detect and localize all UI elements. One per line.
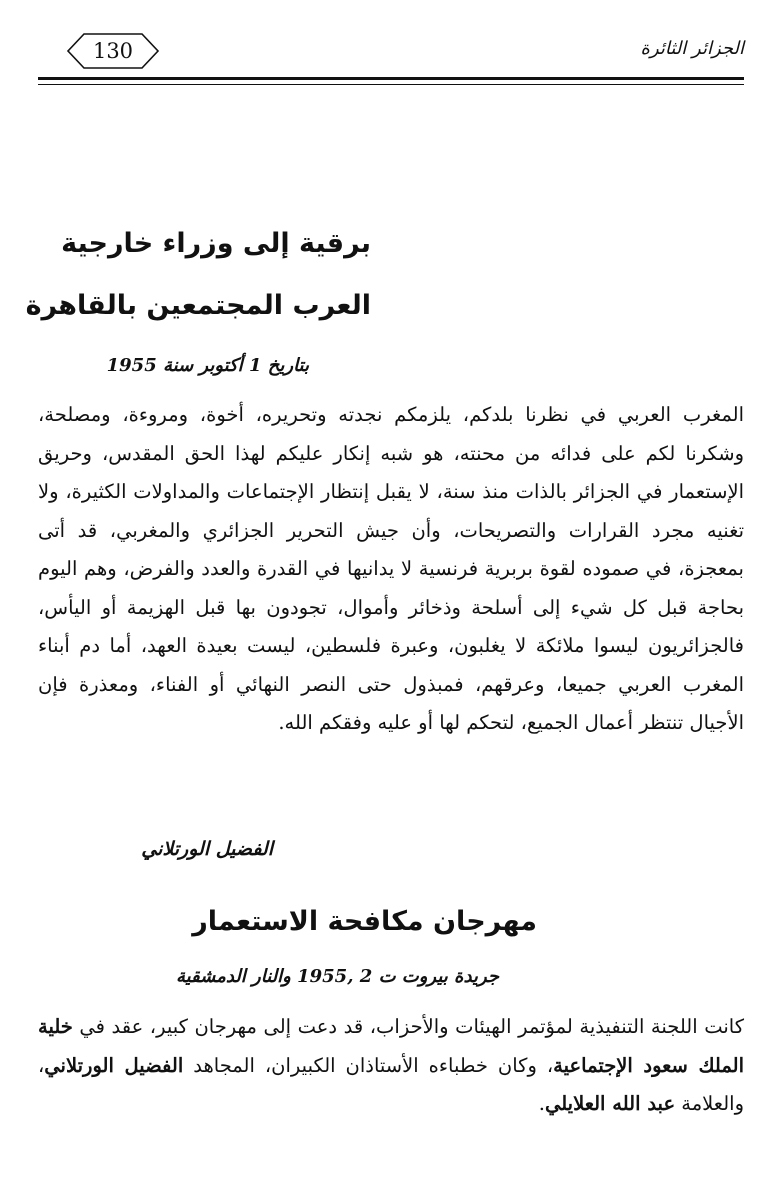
section2-body-paragraph [38,1008,744,1124]
section2-body-bold3: عبد الله العلايلي [544,1092,676,1115]
section2-body-part4: . [538,1092,545,1115]
page-number-badge [66,32,160,70]
section2-title: مهرجان مكافحة الاستعمار [192,906,537,937]
page-header [38,30,744,76]
section2-body-bold2: الفضيل الورتلاني [44,1053,184,1077]
section2-body [38,1008,744,1124]
section2-body-part2: ، وكان خطباءه الأستاذان الكبيران، المجاهد [183,1053,554,1077]
running-title: الجزائر الثائرة [640,38,744,59]
section2-body-part1: كانت اللجنة التنفيذية لمؤتمر الهيئات والأحزاب، قد دعت إلى مهرجان كبير، عقد في [72,1015,744,1038]
section2-body-bold1: خلية الملك سعود الإجتماعية [38,1015,744,1077]
section1-title-line2: العرب المجتمعين بالقاهرة [25,290,371,321]
section1-title-line1: برقية إلى وزراء خارجية [61,228,371,259]
header-rule-thin [38,84,744,85]
page-number: 130 [92,39,134,63]
section1-dateline: بتاريخ 1 أكتوبر سنة 1955 [106,355,309,376]
section2-body-part3: ، والعلامة [38,1053,744,1115]
header-rule-thick [38,77,744,80]
section2-dateline: جريدة بيروت ت 2 ,1955 والنار الدمشقية [175,966,499,987]
section1-body-paragraph: المغرب العربي في نظرنا بلدكم، يلزمكم نجدته وتحريره، أخوة، ومروءة، ومصلحة، وشكرنا لكم على فدائه من محنته، هو شبه إنكار عليكم لهذا الحق المقدس، وحريق الإستعمار في الجزائر بالذات منذ سنة، لا يقبل إنتظار الإجتماعات والمداولات الكثيرة، ولا تغنيه مجرد القرارات والتصريحات، وأن جيش التحرير الجزائري والمغربي، قد أتى بمعجزة، في صموده لقوة بربرية فرنسية لا يدانيها في القدرة والعدد والفرض، وهم اليوم بحاجة قبل كل شيء إلى أسلحة وذخائر وأموال، تجودون بها قبل الهزيمة أو اليأس، فالجزائريون ليسوا ملائكة لا يغلبون، وعبرة فلسطين، ليست بعيدة العهد، أما دم أبناء المغرب العربي جميعا، وعرقهم، فمبذول حتى النصر النهائي أو الفناء، ومعذرة فإن الأجيال تنتظر أعمال الجميع، لتحكم لها أو عليه وفقكم الله. [38,403,744,734]
section1-body [38,396,744,743]
section1-signature: الفضيل الورتلاني [141,838,273,860]
